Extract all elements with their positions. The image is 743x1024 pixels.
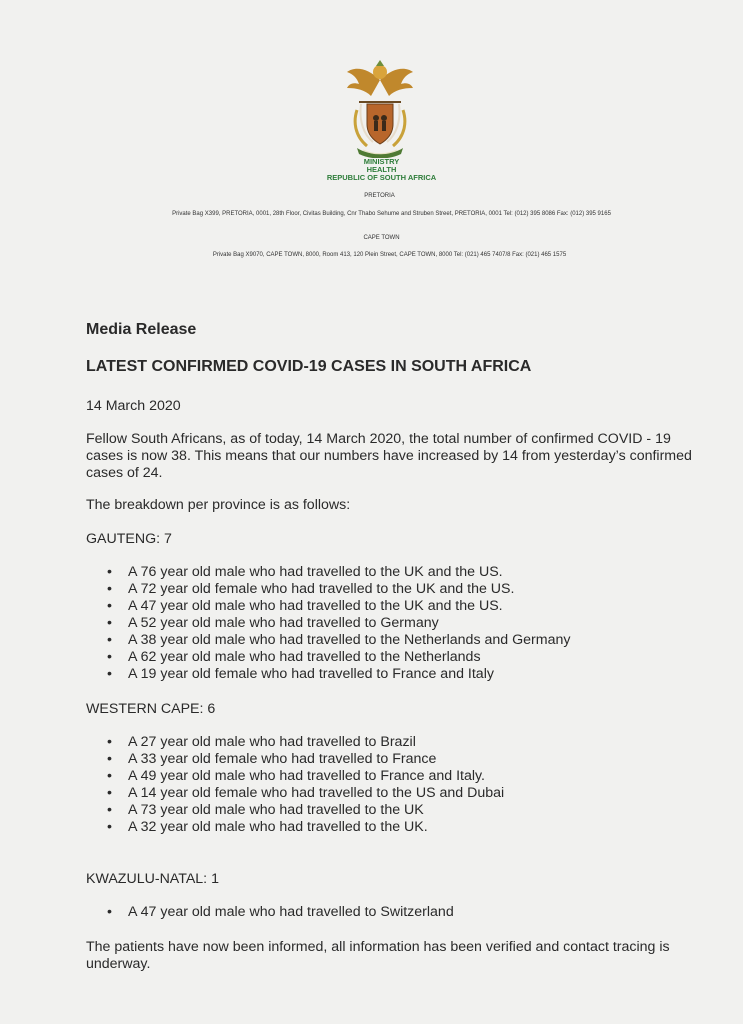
case-text: A 14 year old female who had travelled to the US and Dubai	[128, 785, 505, 801]
case-text: A 47 year old male who had travelled to Switzerland	[128, 904, 454, 920]
bullet-icon: •	[107, 785, 112, 801]
breakdown-intro: The breakdown per province is as follows:	[86, 497, 351, 513]
pretoria-label: PRETORIA	[364, 193, 395, 199]
pretoria-address: Private Bag X399, PRETORIA, 0001, 28th Floor, Civitas Building, Cnr Thabo Sehume and Struben Street, PRETORIA, 0001 Tel: (012) 395 8086 Fax: (012) 395 9165	[172, 211, 611, 217]
case-text: A 47 year old male who had travelled to the UK and the US.	[128, 598, 503, 614]
list-item	[86, 785, 504, 802]
bullet-icon: •	[107, 802, 112, 818]
intro-paragraph: Fellow South Africans, as of today, 14 March 2020, the total number of confirmed COVID - 19 cases is now 38. This means that our numbers have increased by 14 from yesterday’s confirmed cases of 24.	[86, 431, 692, 481]
case-text: A 19 year old female who had travelled to France and Italy	[128, 666, 494, 682]
bullet-icon: •	[107, 751, 112, 767]
release-type-heading: Media Release	[86, 321, 197, 338]
list-item	[86, 581, 570, 598]
list-item	[86, 802, 504, 819]
case-text: A 32 year old male who had travelled to the UK.	[128, 819, 428, 835]
case-text: A 49 year old male who had travelled to France and Italy.	[128, 768, 485, 784]
coat-of-arms-icon	[343, 60, 417, 158]
case-list-kwazulu-natal	[86, 904, 454, 921]
ministry-line: HEALTH	[366, 165, 397, 174]
bullet-icon: •	[107, 734, 112, 750]
ministry-title	[10, 158, 743, 182]
bullet-icon: •	[107, 615, 112, 631]
list-item	[86, 632, 570, 649]
bullet-icon: •	[107, 649, 112, 665]
province-heading-gauteng: GAUTENG: 7	[86, 531, 172, 547]
case-text: A 52 year old male who had travelled to Germany	[128, 615, 439, 631]
release-date: 14 March 2020	[86, 398, 181, 414]
case-text: A 38 year old male who had travelled to the Netherlands and Germany	[128, 632, 571, 648]
closing-paragraph: The patients have now been informed, all information has been verified and contact tracing is underway.	[86, 939, 670, 972]
case-text: A 27 year old male who had travelled to Brazil	[128, 734, 416, 750]
list-item	[86, 751, 504, 768]
list-item	[86, 768, 504, 785]
ministry-line: REPUBLIC OF SOUTH AFRICA	[326, 173, 437, 182]
ministry-line: MINISTRY	[363, 157, 400, 166]
case-text: A 72 year old female who had travelled to the UK and the US.	[128, 581, 515, 597]
case-text: A 73 year old male who had travelled to the UK	[128, 802, 424, 818]
list-item	[86, 649, 570, 666]
list-item	[86, 598, 570, 615]
capetown-label: CAPE TOWN	[363, 235, 400, 241]
list-item	[86, 615, 570, 632]
list-item	[86, 904, 454, 921]
bullet-icon: •	[107, 904, 112, 920]
bullet-icon: •	[107, 768, 112, 784]
province-heading-western-cape: WESTERN CAPE: 6	[86, 701, 216, 717]
province-heading-kwazulu-natal: KWAZULU-NATAL: 1	[86, 871, 219, 887]
bullet-icon: •	[107, 666, 112, 682]
case-text: A 76 year old male who had travelled to the UK and the US.	[128, 564, 503, 580]
case-text: A 33 year old female who had travelled to France	[128, 751, 437, 767]
list-item	[86, 734, 504, 751]
release-title: LATEST CONFIRMED COVID-19 CASES IN SOUTH AFRICA	[86, 358, 532, 375]
case-text: A 62 year old male who had travelled to the Netherlands	[128, 649, 481, 665]
bullet-icon: •	[107, 819, 112, 835]
bullet-icon: •	[107, 564, 112, 580]
list-item	[86, 819, 504, 836]
bullet-icon: •	[107, 632, 112, 648]
capetown-address: Private Bag X9070, CAPE TOWN, 8000, Room 413, 120 Plein Street, CAPE TOWN, 8000 Tel: (021) 465 7407/8 Fax: (021) 465 1575	[212, 252, 567, 258]
bullet-icon: •	[107, 598, 112, 614]
list-item	[86, 666, 570, 683]
case-list-gauteng	[86, 564, 570, 683]
bullet-icon: •	[107, 581, 112, 597]
list-item	[86, 564, 570, 581]
case-list-western-cape	[86, 734, 504, 836]
